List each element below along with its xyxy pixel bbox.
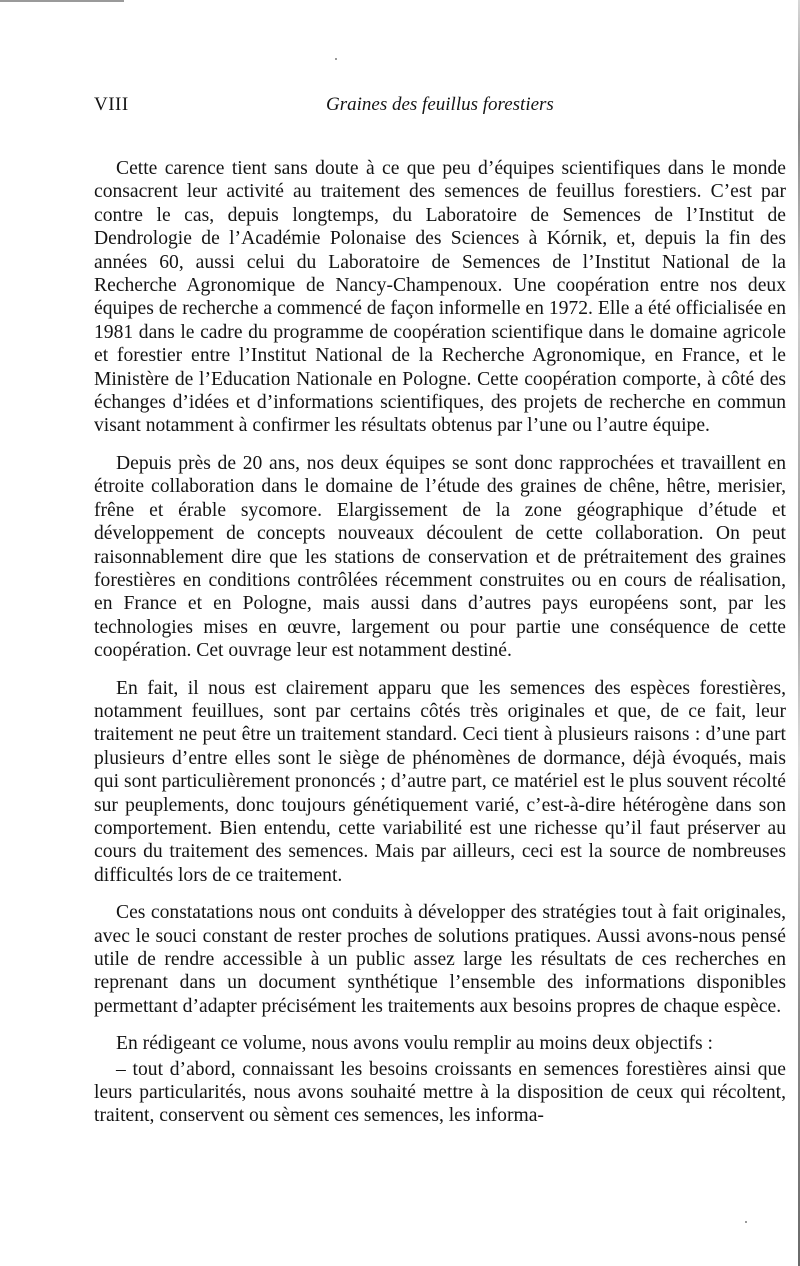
scan-speck	[335, 58, 337, 60]
paragraph-strategies: Ces constatations nous ont conduits à développer des stratégies tout à fait originales, avec le souci constant de rester proches de solutions pratiques. Aussi avons-nous pensé utile de rendre accessible à un public assez large les résultats de ces recherches en reprenant dans un document synthétique l’ensemble des informations disponibles permettant d’adapter précisément les traitements aux besoins propres de chaque espèce.	[94, 902, 786, 1017]
scan-speck	[745, 1221, 747, 1223]
body-text	[94, 157, 786, 1142]
paragraph-objective-first: – tout d’abord, connaissant les besoins croissants en semences forestières ainsi que leurs particularités, nous avons souhaité mettre à la disposition de ceux qui récoltent, traitent, conservent ou sèment ces semences, les informa-	[94, 1058, 786, 1127]
paragraph-collaboration: Depuis près de 20 ans, nos deux équipes se sont donc rapprochées et travaillent en étroite collaboration dans le domaine de l’étude des graines de chêne, hêtre, merisier, frêne et érable sycomore. Elargissement de la zone géographique d’étude et développement de concepts nouveaux découlent de cette collaboration. On peut raisonnablement dire que les stations de conservation et de prétraitement des graines forestières en conditions contrôlées récemment construites ou en cours de réalisation, en France et en Pologne, mais aussi dans d’autres pays européens sont, par les technologies mises en œuvre, largement ou pour partie une conséquence de cette coopération. Cet ouvrage leur est notamment destiné.	[94, 452, 786, 662]
paragraph-cooperation-history: Cette carence tient sans doute à ce que peu d’équipes scientifiques dans le monde consacrent leur activité au traitement des semences de feuillus forestiers. C’est par contre le cas, depuis longtemps, du Laboratoire de Semences de l’Institut de Dendrologie de l’Académie Polonaise des Sciences à Kórnik, et, depuis la fin des années 60, aussi celui du Laboratoire de Semences de l’Institut National de la Recherche Agronomique de Nancy-Champenoux. Une coopération entre nos deux équipes de recherche a commencé de façon informelle en 1972. Elle a été officialisée en 1981 dans le cadre du programme de coopération scientifique dans le domaine agricole et forestier entre l’Institut National de la Recherche Agronomique, en France, et le Ministère de l’Education Nationale en Pologne. Cette coopération comporte, à côté des échanges d’idées et d’informations scientifiques, des projets de recherche en commun visant notamment à confirmer les résultats obtenus par l’une ou l’autre équipe.	[94, 158, 786, 437]
page-number: VIII	[94, 94, 129, 115]
page-header	[94, 94, 786, 120]
scan-artifact-top-rule	[0, 0, 124, 2]
paragraph-seed-originality: En fait, il nous est clairement apparu que les semences des espèces forestières, notamment feuillues, sont par certains côtés très originales et que, de ce fait, leur traitement ne peut être un traitement standard. Ceci tient à plusieurs raisons : d’une part plusieurs d’entre elles sont le siège de phénomènes de dormance, déjà évoqués, mais qui sont particulièrement prononcés ; d’autre part, ce matériel est le plus souvent récolté sur peuplements, donc toujours génétiquement varié, c’est-à-dire hétérogène dans son comportement. Bien entendu, cette variabilité est une richesse qu’il faut préserver au cours du traitement des semences. Mais par ailleurs, ceci est la source de nombreuses difficultés lors de ce traitement.	[94, 677, 786, 886]
running-title: Graines des feuillus forestiers	[326, 94, 554, 115]
paragraph-objectives-intro: En rédigeant ce volume, nous avons voulu remplir au moins deux objectifs :	[116, 1033, 713, 1055]
